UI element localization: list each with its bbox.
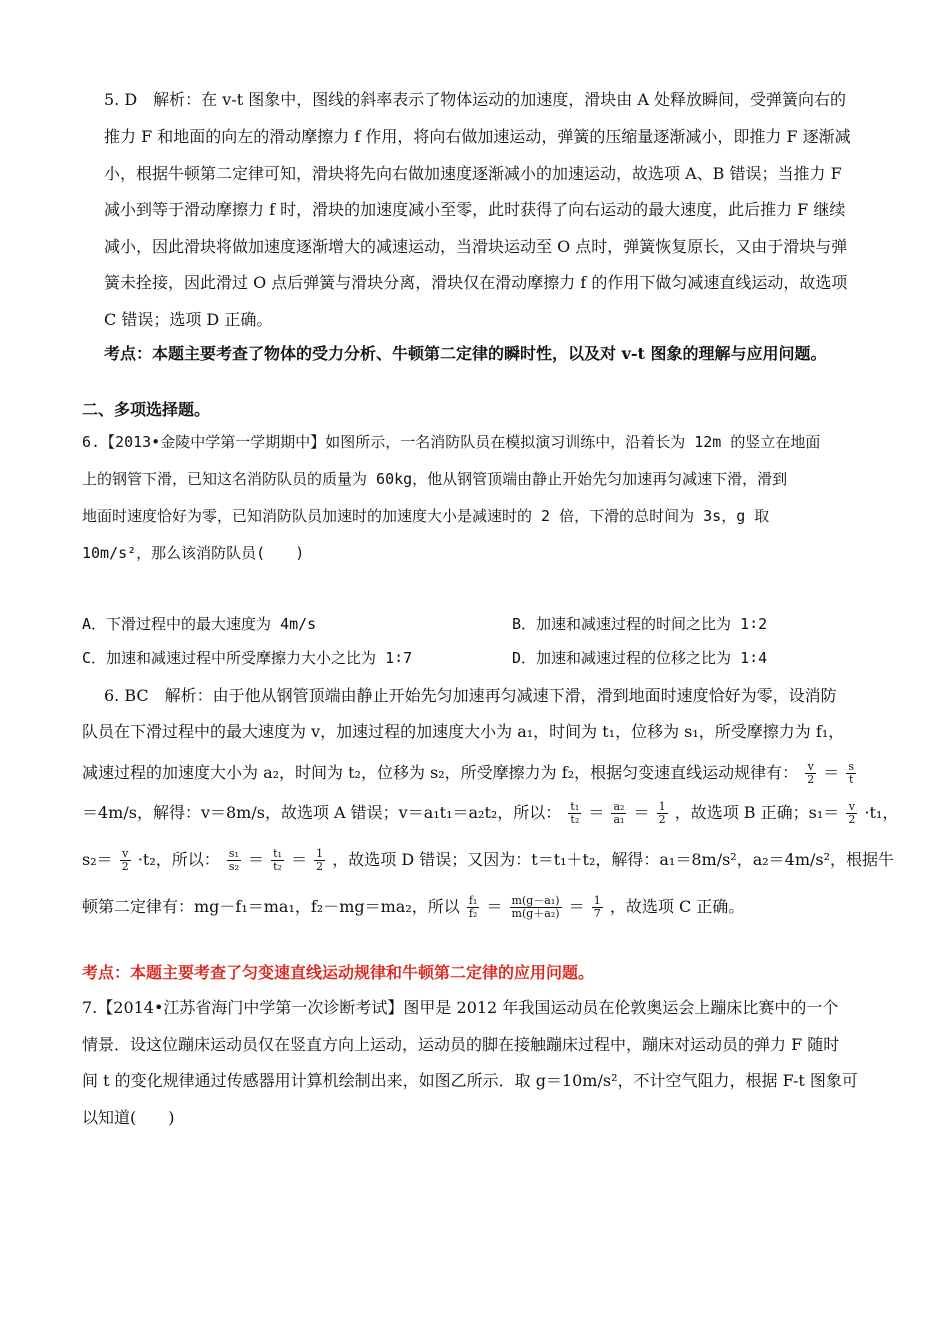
q5-kaodian: 考点：本题主要考查了物体的受力分析、牛顿第二定律的瞬时性，以及对 v-t 图象的理解与应用问题。 xyxy=(104,344,827,363)
q7-line-3: 间 t 的变化规律通过传感器用计算机绘制出来，如图乙所示．取 g＝10m/s²，不计空气阻力，根据 F-t 图象可 xyxy=(82,1071,858,1090)
q6-option-a: A．下滑过程中的最大速度为 4m/s xyxy=(82,615,317,633)
q5-line-3: 小，根据牛顿第二定律可知，滑块将先向右做加速度逐渐减小的加速运动，故选项 A、B 错误；当推力 F xyxy=(104,164,842,183)
q5-line-5: 减小，因此滑块将做加速度逐渐增大的减速运动，当滑块运动至 O 点时，弹簧恢复原长，又由于滑块与弹 xyxy=(104,237,848,256)
q6-ans-line-2: 队员在下滑过程中的最大速度为 v，加速过程的加速度大小为 a₁，时间为 t₁，位移为 s₁，所受摩擦力为 f₁， xyxy=(82,722,845,741)
fraction-t1-over-t2: $\frac{\text{t₁}}{\text{t₂}}$ xyxy=(570,800,580,826)
q6-ans-line-5: s₂＝ $\frac{v}{2}$ ·t₂，所以： $\frac{\text{s₁}}{\text{s₂}}$ ＝ $\frac{\text{t₁}}{\text{t₂}}$ ＝ $\frac{1}{2}$ ，故选项 D 错误；又因为：t＝t₁＋t₂，解得：a₁＝8m/s²，a₂＝4m/s²，根据牛 xyxy=(82,847,895,873)
q6-line-4: 10m/s²，那么该消防队员( ) xyxy=(82,544,305,562)
q6-ans-line-6: 顿第二定律有：mg－f₁＝ma₁，f₂－mg＝ma₂，所以 $\frac{\text{f₁}}{\text{f₂}}$ ＝ $\frac{\text{m(g－a₁)}}{\text{m(g＋a₂)}}$ ＝ $\frac{1}{7}$ ，故选项 C 正确。 xyxy=(82,894,745,920)
fraction-1-over-2-b: $\frac{1}{2}$ xyxy=(316,847,324,873)
q5-line-2: 推力 F 和地面的向左的滑动摩擦力 f 作用，将向右做加速运动，弹簧的压缩量逐渐减小，即推力 F 逐渐减 xyxy=(104,127,851,146)
q6-ans-line-3-text: 减速过程的加速度大小为 a₂，时间为 t₂，位移为 s₂，所受摩擦力为 f₂，根据匀变速直线运动规律有： xyxy=(82,763,799,782)
q6-line-1: 6.【2013•金陵中学第一学期期中】如图所示，一名消防队员在模拟演习训练中，沿着长为 12m 的竖立在地面 xyxy=(82,433,821,451)
fraction-t1-over-t2-b: $\frac{\text{t₁}}{\text{t₂}}$ xyxy=(273,847,282,873)
fraction-v-over-2: $\frac{v}{2}$ xyxy=(807,760,815,786)
section-heading: 二、多项选择题。 xyxy=(82,400,211,419)
q6-ans-line-4: ＝4m/s，解得：v＝8m/s，故选项 A 错误；v＝a₁t₁＝a₂t₂，所以： $\frac{\text{t₁}}{\text{t₂}}$ ＝ $\frac{\text{a₂}}{\text{a₁}}$ ＝ $\frac{1}{2}$ ，故选项 B 正确；s₁＝ $\frac{v}{2}$ ·t₁， xyxy=(82,800,899,826)
q7-line-2: 情景．设这位蹦床运动员仅在竖直方向上运动，运动员的脚在接触蹦床过程中，蹦床对运动员的弹力 F 随时 xyxy=(82,1035,840,1054)
q6-kaodian: 考点：本题主要考查了匀变速直线运动规律和牛顿第二定律的应用问题。 xyxy=(82,963,595,982)
fraction-mg-ratio: $\frac{\text{m(g－a₁)}}{\text{m(g＋a₂)}}$ xyxy=(511,894,560,920)
fraction-f1-over-f2: $\frac{\text{f₁}}{\text{f₂}}$ xyxy=(468,894,478,920)
q7-line-1: 7.【2014•江苏省海门中学第一次诊断考试】图甲是 2012 年我国运动员在伦敦奥运会上蹦床比赛中的一个 xyxy=(82,998,839,1017)
q6-option-c: C．加速和减速过程中所受摩擦力大小之比为 1∶7 xyxy=(82,649,413,667)
fraction-s1-over-s2: $\frac{\text{s₁}}{\text{s₂}}$ xyxy=(228,847,239,873)
fraction-v-over-2-b: $\frac{v}{2}$ xyxy=(848,800,856,826)
q5-line-7: C 错误；选项 D 正确。 xyxy=(104,310,273,329)
fraction-1-over-7: $\frac{1}{7}$ xyxy=(593,894,601,920)
q5-line-1: 5. D 解析：在 v-t 图象中，图线的斜率表示了物体运动的加速度，滑块由 A 处释放瞬间，受弹簧向右的 xyxy=(104,90,846,109)
q5-line-4: 减小到等于滑动摩擦力 f 时，滑块的加速度减小至零，此时获得了向右运动的最大速度，此后推力 F 继续 xyxy=(104,200,846,219)
q6-option-b: B．加速和减速过程的时间之比为 1∶2 xyxy=(512,615,768,633)
q7-line-4: 以知道( ) xyxy=(82,1108,175,1127)
q6-line-2: 上的钢管下滑，已知这名消防队员的质量为 60kg，他从钢管顶端由静止开始先匀加速再匀减速下滑，滑到 xyxy=(82,470,788,488)
fraction-a2-over-a1: $\frac{\text{a₂}}{\text{a₁}}$ xyxy=(613,800,625,826)
fraction-v-over-2-c: $\frac{v}{2}$ xyxy=(121,847,129,873)
fraction-1-over-2: $\frac{1}{2}$ xyxy=(658,800,666,826)
q5-line-6: 簧未拴接，因此滑过 O 点后弹簧与滑块分离，滑块仅在滑动摩擦力 f 的作用下做匀减速直线运动，故选项 xyxy=(104,273,848,292)
q6-ans-line-1: 6. BC 解析：由于他从钢管顶端由静止开始先匀加速再匀减速下滑，滑到地面时速度恰好为零，设消防 xyxy=(104,686,837,705)
q6-ans-line-3: 减速过程的加速度大小为 a₂，时间为 t₂，位移为 s₂，所受摩擦力为 f₂，根据匀变速直线运动规律有： $\frac{v}{2}$ ＝ $\frac{s}{t}$ xyxy=(82,760,855,786)
fraction-s-over-t: $\frac{s}{t}$ xyxy=(848,760,855,786)
q6-line-3: 地面时速度恰好为零，已知消防队员加速时的加速度大小是减速时的 2 倍，下滑的总时间为 3s，g 取 xyxy=(82,507,770,525)
q6-option-d: D．加速和减速过程的位移之比为 1∶4 xyxy=(512,649,768,667)
